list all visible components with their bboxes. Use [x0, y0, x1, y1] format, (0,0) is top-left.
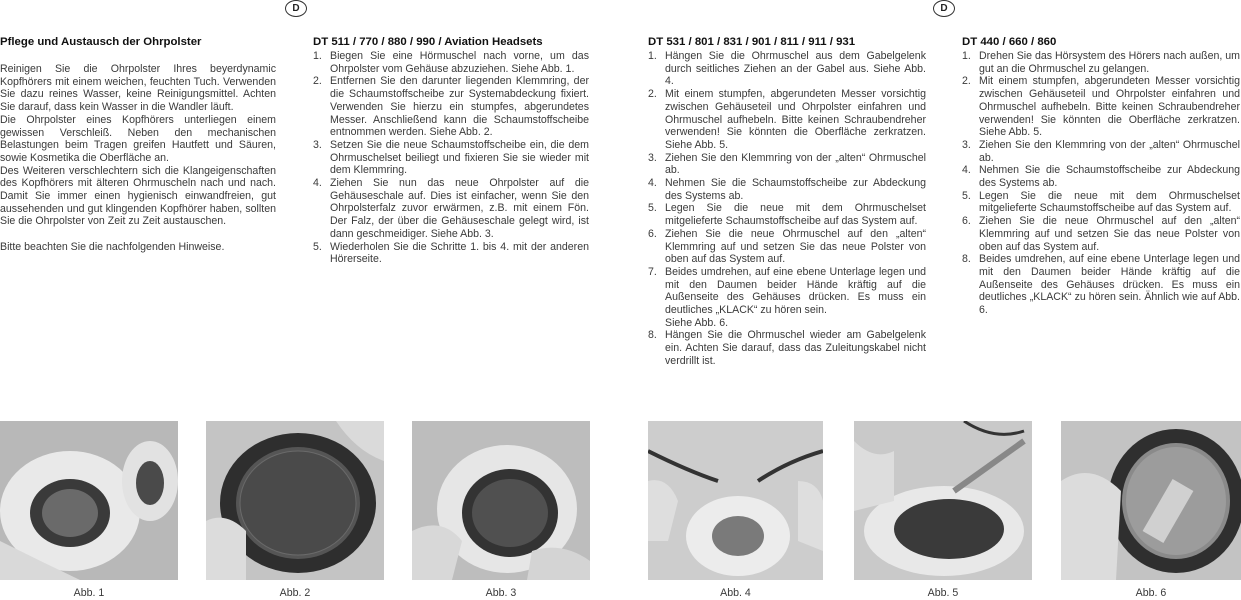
model-heading: DT 440 / 660 / 860 — [962, 36, 1057, 48]
instructions-column-dt531 — [648, 36, 926, 368]
step-item: 4. Ziehen Sie nun das neue Ohrpolster auf die Gehäuseschale auf. Dies ist einfacher, wenn Sie den Ohrpolsterfalz zuvor erwärmen, z.B. mit einem Fön. Der Falz, der über die Gehäuseschale gelegt wird, ist dann geschmeidiger. Siehe Abb. 3. — [313, 177, 589, 240]
photo-abb-6 — [1061, 421, 1241, 580]
photo-abb-3 — [412, 421, 590, 580]
step-item: 8. Hängen Sie die Ohrmuschel wieder am Gabelgelenk ein. Achten Sie darauf, dass das Zuleitungskabel nicht verdrillt ist. — [648, 329, 926, 367]
intro-note: Bitte beachten Sie die nachfolgenden Hinweise. — [0, 241, 225, 254]
language-marker-left: D — [285, 0, 307, 17]
instructions-column-dt440 — [962, 36, 1241, 317]
step-item: 3. Ziehen Sie den Klemmring von der „alten“ Ohrmuschel ab. — [648, 151, 926, 177]
instructions-column-dt511 — [313, 36, 589, 266]
step-item: 1. Biegen Sie eine Hörmuschel nach vorne, um das Ohrpolster vom Gehäuse abzuziehen. Siehe Abb. 1. — [313, 50, 589, 75]
step-item: 6. Ziehen Sie die neue Ohrmuschel auf den „alten“ Klemmring auf und setzen Sie das neue Polster von oben auf das System auf. — [962, 215, 1240, 253]
step-item: 3. Ziehen Sie den Klemmring von der „alten“ Ohrmuschel ab. — [962, 138, 1240, 164]
step-item: 2. Entfernen Sie den darunter liegenden Klemmring, der die Schaumstoffscheibe zur Systemabdeckung fixiert. Verwenden Sie hierzu ein stumpfes, abgerundetes Messer. Anschließend kann die Schaumstoffscheibe entnommen werden. Siehe Abb. 2. — [313, 75, 589, 139]
step-item: 4. Nehmen Sie die Schaumstoffscheibe zur Abdeckung des Systems ab. — [648, 177, 926, 202]
step-item: 7. Beides umdrehen, auf eine ebene Unterlage legen und mit den Daumen beider Hände kräftig auf die Außenseite des Gehäuses drücken. Es muss ein deutliches „KLACK“ zu hören sein. — [648, 265, 926, 317]
photo-abb-2 — [206, 421, 384, 580]
step-item: 8. Beides umdrehen, auf eine ebene Unterlage legen und mit den Daumen beider Hände kräftig auf die Außenseite des Gehäuses drücken. Es muss ein deutliches „KLACK“ zu hören sein. Ähnlich wie auf Abb. 6. — [962, 253, 1240, 317]
language-marker-right: D — [933, 0, 955, 17]
photo-abb-1 — [0, 421, 178, 580]
intro-paragraph: Die Ohrpolster eines Kopfhörers unterliegen einem gewissen Verschleiß. Neben den mechanischen Belastungen beim Tragen greifen Hautfett und Säuren, sowie Kosmetika die Oberfläche an. — [0, 113, 276, 164]
step-item: 4. Nehmen Sie die Schaumstoffscheibe zur Abdeckung des Systems ab. — [962, 164, 1240, 190]
step-item: 2. Mit einem stumpfen, abgerundeten Messer vorsichtig zwischen Gehäuseteil und Ohrpolster einfahren und Ohrmuschel aufhebeln. Bitte keinen Schraubendreher verwenden! Sie könnten die Oberfläche zerkratzen. Siehe Abb. 5. — [962, 75, 1240, 139]
step-item: 5. Legen Sie die neue mit dem Ohrmuschelset mitgelieferte Schaumstoffscheibe auf das System auf. — [648, 202, 926, 228]
caption-abb-6: Abb. 6 — [1135, 587, 1167, 599]
caption-abb-2: Abb. 2 — [279, 587, 311, 599]
step-item: 6. Ziehen Sie die neue Ohrmuschel auf den „alten“ Klemmring auf und setzen Sie das neue Polster von oben auf das System auf. — [648, 227, 926, 266]
model-heading: DT 511 / 770 / 880 / 990 / Aviation Headsets — [313, 36, 543, 48]
model-heading: DT 531 / 801 / 831 / 901 / 811 / 911 / 931 — [648, 36, 856, 48]
step-item: 1. Hängen Sie die Ohrmuschel aus dem Gabelgelenk durch seitliches Ziehen an der Gabel aus. Siehe Abb. 4. — [648, 50, 926, 88]
caption-abb-5: Abb. 5 — [927, 587, 959, 599]
step-item: 5. Wiederholen Sie die Schritte 1. bis 4. mit der anderen Hörerseite. — [313, 240, 589, 266]
step-reference: Siehe Abb. 6. — [665, 316, 729, 329]
care-title: Pflege und Austausch der Ohrpolster — [0, 36, 202, 48]
caption-abb-4: Abb. 4 — [720, 587, 751, 599]
step-item: 3. Setzen Sie die neue Schaumstoffscheibe ein, die dem Ohrmuschelset beiliegt und fixieren Sie sie wieder mit dem Klemmring. — [313, 138, 589, 177]
intro-paragraph: Reinigen Sie die Ohrpolster Ihres beyerdynamic Kopfhörers mit einem weichen, feuchten Tuch. Verwenden Sie dazu reines Wasser, keine Reinigungsmittel. Achten Sie darauf, dass kein Wasser in die Wandler läuft. — [0, 63, 276, 114]
intro-paragraph: Des Weiteren verschlechtern sich die Klangeigenschaften des Kopfhörers mit älteren Ohrmuscheln nach und nach. Damit Sie immer einen hygienisch einwandfreien, gut aussehenden und gut klingenden Kopfhörer haben, sollten Sie die Ohrpolster von Zeit zu Zeit austauschen. — [0, 164, 276, 228]
photo-abb-5 — [854, 421, 1032, 580]
caption-abb-1: Abb. 1 — [73, 587, 105, 599]
care-intro-column — [0, 36, 276, 254]
step-item: 5. Legen Sie die neue mit dem Ohrmuschelset mitgelieferte Schaumstoffscheibe auf das System auf. — [962, 189, 1240, 215]
step-item: 1. Drehen Sie das Hörsystem des Hörers nach außen, um gut an die Ohrmuschel zu gelangen. — [962, 50, 1240, 75]
step-item: 2. Mit einem stumpfen, abgerundeten Messer vorsichtig zwischen Gehäuseteil und Ohrpolster einfahren und Ohrmuschel aufhebeln. Bitte keinen Schraubendreher verwenden! Sie könnten die Oberfläche zerkratzen. Siehe Abb. 5. — [648, 88, 926, 151]
caption-abb-3: Abb. 3 — [485, 587, 517, 599]
photo-abb-4 — [648, 421, 823, 580]
